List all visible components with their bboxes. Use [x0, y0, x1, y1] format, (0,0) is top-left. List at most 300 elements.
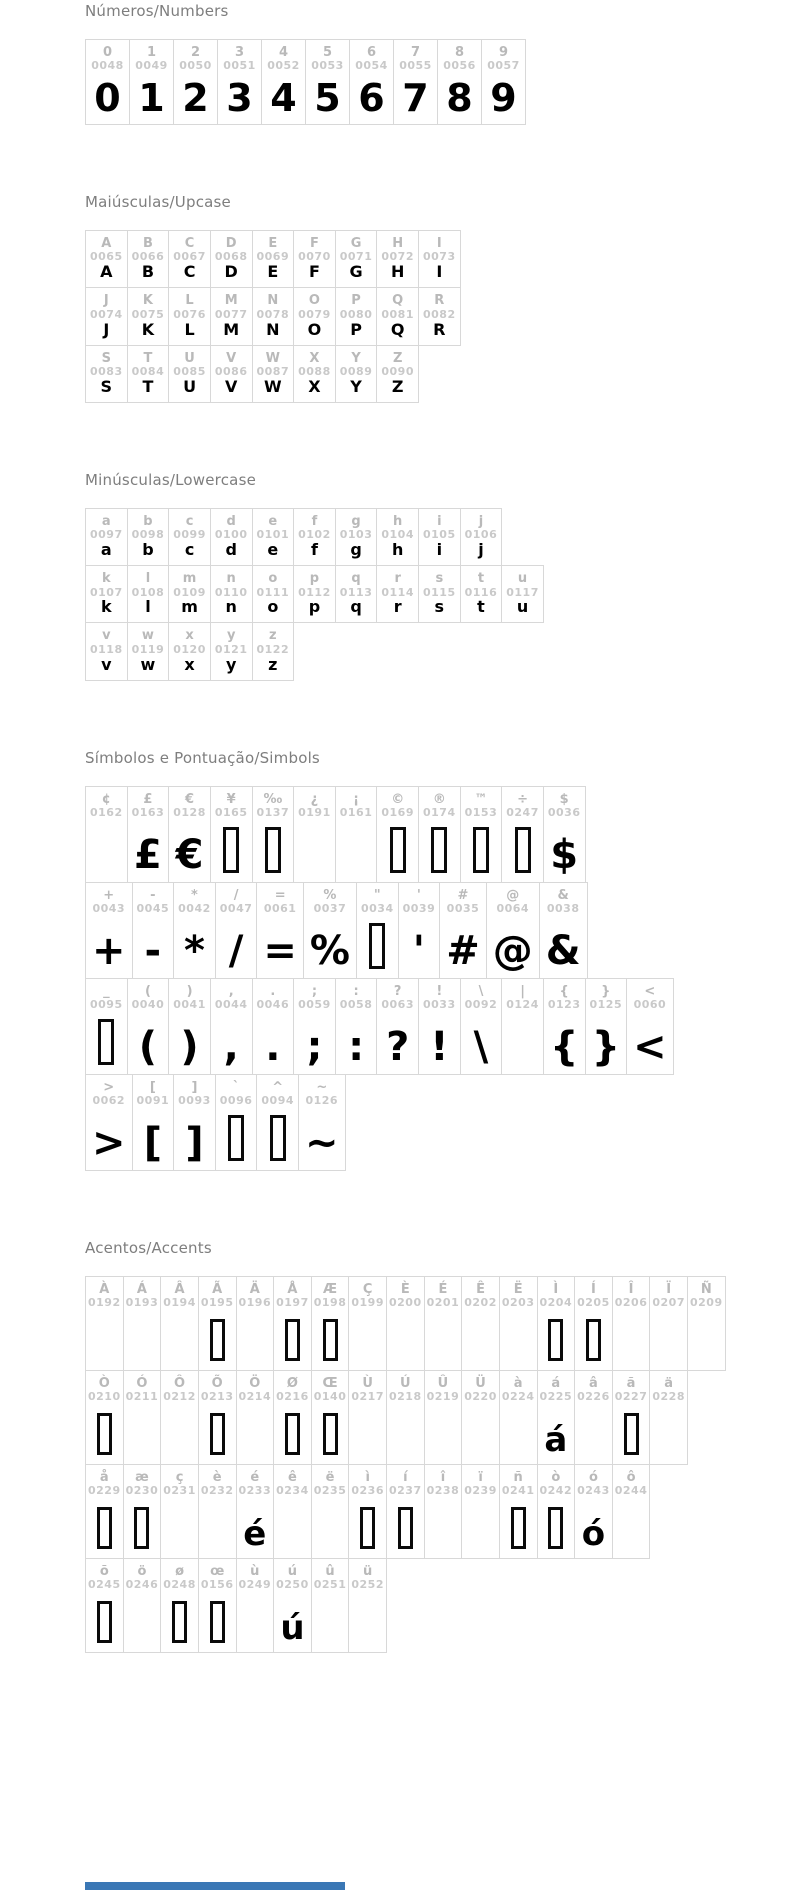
cell-code-label: 0034: [360, 902, 394, 916]
cell-code-label: 0087: [256, 364, 290, 378]
cell-char-label: f: [311, 513, 318, 529]
cell-char-label: y: [226, 628, 236, 644]
char-cell-0196: [236, 1276, 275, 1371]
cell-char-label: m: [182, 571, 197, 587]
cell-head: [173, 346, 206, 379]
cell-char-label: Ê: [476, 1281, 485, 1297]
cell-glyph: [253, 1404, 257, 1464]
cell-head: [351, 1371, 384, 1404]
cell-glyph: O: [307, 319, 322, 339]
cell-glyph: I: [436, 262, 443, 282]
cell-char-label: V: [226, 350, 237, 366]
cell-code-label: 0079: [298, 307, 331, 321]
cell-char-label: í: [403, 1469, 408, 1485]
missing-glyph-box: [390, 827, 406, 873]
cell-code-label: 0161: [339, 806, 373, 820]
char-cell-0074: [85, 287, 128, 345]
cell-head: [506, 566, 539, 599]
cell-code-label: 0239: [464, 1484, 497, 1498]
cell-head: [132, 231, 165, 264]
cell-glyph: (: [138, 1023, 158, 1070]
cell-char-label: J: [103, 293, 109, 309]
cell-code-label: 0218: [389, 1390, 422, 1404]
cell-head: [215, 566, 248, 599]
char-cell-0226: [574, 1370, 613, 1465]
cell-head: [90, 787, 123, 820]
cell-head: [464, 1371, 497, 1404]
cell-glyph: [140, 1310, 144, 1370]
cell-glyph: [479, 1310, 483, 1370]
cell-head: [92, 1075, 125, 1108]
cell-glyph: /: [228, 927, 244, 974]
cell-glyph: [132, 1498, 151, 1558]
cell-code-label: 0234: [276, 1484, 309, 1498]
char-cell-0238: [424, 1464, 463, 1559]
char-cell-0085: [168, 345, 211, 403]
char-cell-0050: [173, 39, 218, 125]
cell-glyph: y: [225, 654, 237, 674]
cell-head: [239, 1371, 272, 1404]
cell-head: [381, 566, 414, 599]
cell-char-label: Í: [591, 1281, 596, 1297]
cell-head: [423, 231, 456, 264]
cell-code-label: 0202: [464, 1296, 497, 1310]
cell-code-label: 0096: [219, 1094, 253, 1108]
cell-head: [220, 1075, 253, 1108]
cell-code-label: 0121: [214, 642, 248, 656]
cell-char-label: ô: [626, 1469, 636, 1485]
cell-head: [465, 566, 498, 599]
cell-head: [465, 509, 498, 542]
cell-glyph: C: [183, 262, 196, 282]
cell-head: [314, 1559, 347, 1592]
cell-char-label: g: [351, 513, 361, 529]
char-cell-0039: [398, 882, 441, 979]
cell-char-label: n: [226, 571, 236, 587]
cell-char-label: ÷: [517, 791, 529, 807]
cell-head: [215, 231, 248, 264]
cell-head: [314, 1465, 347, 1498]
char-cell-0203: [499, 1276, 538, 1371]
cell-glyph: [367, 916, 387, 978]
char-cell-0048: [85, 39, 130, 125]
cell-head: [132, 787, 165, 820]
cell-glyph: :: [348, 1023, 365, 1070]
cell-char-label: â: [589, 1375, 598, 1391]
cell-glyph: [283, 1310, 302, 1370]
cell-char-label: =: [274, 887, 286, 903]
cell-head: [547, 883, 580, 916]
cell-glyph: W: [263, 376, 282, 396]
cell-head: [298, 979, 331, 1012]
cell-char-label: ç: [175, 1469, 184, 1485]
cell-char-label: õ: [99, 1563, 109, 1579]
cell-head: [590, 979, 623, 1012]
cell-code-label: 0233: [238, 1484, 272, 1498]
cell-code-label: 0099: [173, 528, 206, 542]
cell-code-label: 0107: [90, 585, 123, 599]
cell-glyph: [629, 1498, 633, 1558]
cell-head: [90, 288, 123, 321]
cell-glyph: +: [92, 927, 126, 974]
char-cell-0038: [539, 882, 588, 979]
cell-glyph: 5: [314, 76, 341, 120]
cell-head: [90, 231, 123, 264]
cell-glyph: [366, 1310, 370, 1370]
cell-glyph: K: [141, 319, 155, 339]
cell-code-label: 0037: [313, 902, 347, 916]
cell-glyph: w: [140, 654, 156, 674]
cell-head: [298, 566, 331, 599]
glyph-table-sections: [85, 2, 800, 1653]
char-cell-0107: [85, 565, 128, 623]
char-cell-0075: [127, 287, 170, 345]
cell-char-label: ü: [363, 1563, 373, 1579]
cell-head: [298, 288, 331, 321]
cell-head: [132, 623, 165, 656]
cell-glyph: [95, 1592, 114, 1652]
cell-char-label: z: [269, 628, 277, 644]
char-cell-0071: [335, 230, 378, 288]
cell-char-label: Z: [392, 350, 403, 366]
char-cell-0162: [85, 786, 128, 883]
glyph-row: [85, 345, 419, 403]
cell-head: [257, 509, 290, 542]
cell-head: [257, 787, 290, 820]
char-cell-0202: [461, 1276, 500, 1371]
cell-char-label: c: [185, 513, 194, 529]
char-cell-0058: [335, 978, 378, 1075]
cell-head: [163, 1371, 196, 1404]
cell-char-label: G: [350, 236, 362, 251]
cell-glyph: [312, 820, 316, 882]
cell-head: [464, 1465, 497, 1498]
cell-code-label: 0082: [423, 307, 456, 321]
cell-glyph: {: [549, 1023, 579, 1070]
char-cell-0224: [499, 1370, 538, 1465]
cell-code-label: 0095: [90, 998, 123, 1012]
cell-code-label: 0140: [313, 1390, 347, 1404]
cell-glyph: [591, 1404, 595, 1464]
section-title-numbers: Números/Numbers: [85, 2, 229, 20]
char-cell-0117: [501, 565, 544, 623]
cell-head: [355, 40, 388, 73]
missing-glyph-box: [360, 1507, 375, 1549]
cell-glyph: [104, 820, 108, 882]
cell-code-label: 0043: [92, 902, 126, 916]
cell-char-label: Ù: [362, 1375, 373, 1391]
cell-code-label: 0051: [223, 59, 256, 73]
missing-glyph-box: [98, 1019, 114, 1065]
cell-char-label: ï: [478, 1469, 483, 1485]
cell-glyph: 8: [446, 76, 473, 120]
char-cell-0246: [123, 1558, 162, 1653]
cell-code-label: 0061: [263, 902, 297, 916]
missing-glyph-box: [624, 1413, 639, 1455]
cell-head: [502, 1371, 535, 1404]
char-cell-0092: [460, 978, 503, 1075]
char-cell-0055: [393, 39, 438, 125]
cell-head: [215, 623, 248, 656]
cell-glyph: [403, 1310, 407, 1370]
cell-head: [389, 1277, 422, 1310]
cell-glyph: [208, 1592, 227, 1652]
cell-code-label: 0090: [381, 364, 414, 378]
char-cell-0137: [252, 786, 295, 883]
missing-glyph-box: [285, 1319, 300, 1361]
cell-glyph: [96, 1012, 116, 1074]
cell-code-label: 0050: [179, 59, 212, 73]
cell-code-label: 0108: [131, 585, 165, 599]
char-cell-0236: [348, 1464, 387, 1559]
cell-code-label: 0195: [200, 1296, 234, 1310]
cell-glyph: X: [308, 376, 321, 396]
char-cell-0066: [127, 230, 170, 288]
cell-char-label: è: [212, 1469, 222, 1485]
cell-code-label: 0252: [351, 1578, 384, 1592]
cell-char-label: ]: [191, 1079, 198, 1095]
cell-code-label: 0126: [305, 1094, 339, 1108]
char-cell-0080: [335, 287, 378, 345]
cell-code-label: 0063: [381, 998, 414, 1012]
cell-head: [340, 566, 373, 599]
cell-code-label: 0070: [298, 250, 331, 264]
glyph-row: [85, 1074, 346, 1171]
char-cell-0068: [210, 230, 253, 288]
cell-code-label: 0119: [131, 642, 165, 656]
char-cell-0192: [85, 1276, 124, 1371]
cell-code-label: 0092: [464, 998, 498, 1012]
cell-glyph: V: [224, 376, 238, 396]
cell-code-label: 0162: [90, 806, 123, 820]
char-cell-0235: [311, 1464, 350, 1559]
cell-code-label: 0205: [577, 1296, 610, 1310]
missing-glyph-box: [172, 1601, 187, 1643]
cell-char-label: :: [353, 983, 359, 999]
char-cell-0161: [335, 786, 378, 883]
char-cell-0233: [236, 1464, 275, 1559]
cell-head: [465, 787, 498, 820]
cell-head: [381, 346, 414, 379]
cell-head: [90, 346, 123, 379]
cell-code-label: 0124: [506, 998, 539, 1012]
cell-glyph: [140, 1404, 144, 1464]
char-cell-0104: [376, 508, 419, 566]
cell-code-label: 0093: [178, 1094, 211, 1108]
char-cell-0214: [236, 1370, 275, 1465]
cell-code-label: 0246: [125, 1578, 159, 1592]
char-cell-0082: [418, 287, 461, 345]
cell-head: [427, 1465, 460, 1498]
cell-glyph: h: [391, 540, 404, 560]
cell-glyph: M: [223, 319, 240, 339]
char-cell-0126: [298, 1074, 346, 1171]
cell-glyph: g: [350, 540, 362, 560]
cell-glyph: £: [134, 831, 162, 878]
cell-glyph: f: [310, 540, 318, 560]
cell-char-label: 2: [190, 45, 201, 60]
cell-code-label: 0076: [173, 307, 206, 321]
char-cell-0036: [543, 786, 586, 883]
cell-head: [220, 883, 253, 916]
char-cell-0193: [123, 1276, 162, 1371]
cell-head: [264, 883, 297, 916]
cell-char-label: l: [145, 571, 151, 587]
cell-code-label: 0033: [423, 998, 456, 1012]
cell-head: [540, 1277, 573, 1310]
cell-head: [389, 1465, 422, 1498]
cell-head: [201, 1371, 234, 1404]
cell-head: [652, 1277, 685, 1310]
cell-head: [577, 1371, 610, 1404]
cell-glyph: ,: [223, 1023, 239, 1070]
char-cell-0089: [335, 345, 378, 403]
cell-code-label: 0084: [131, 364, 165, 378]
cell-char-label: O: [308, 293, 320, 309]
char-cell-0042: [173, 882, 216, 979]
cell-head: [132, 509, 165, 542]
cell-glyph: á: [544, 1419, 568, 1460]
cell-glyph: [366, 1404, 370, 1464]
cell-head: [267, 40, 300, 73]
cell-glyph: [268, 1108, 288, 1170]
char-cell-0093: [173, 1074, 216, 1171]
cell-code-label: 0041: [173, 998, 206, 1012]
glyph-row: [85, 1464, 650, 1559]
char-cell-0067: [168, 230, 211, 288]
cell-code-label: 0153: [464, 806, 498, 820]
cell-glyph: 2: [182, 76, 209, 120]
cell-glyph: !: [430, 1023, 449, 1070]
cell-code-label: 0156: [200, 1578, 234, 1592]
cell-glyph: z: [268, 654, 278, 674]
cell-char-label: -: [150, 887, 156, 903]
cell-head: [132, 288, 165, 321]
cell-code-label: 0049: [135, 59, 168, 73]
cell-code-label: 0219: [426, 1390, 460, 1404]
char-cell-0108: [127, 565, 170, 623]
char-cell-0057: [481, 39, 526, 125]
cell-char-label: |: [520, 983, 525, 999]
glyph-row: [85, 39, 526, 125]
cell-glyph: s: [434, 597, 445, 617]
cell-code-label: 0238: [426, 1484, 460, 1498]
char-cell-0197: [273, 1276, 312, 1371]
cell-code-label: 0231: [163, 1484, 196, 1498]
char-cell-0054: [349, 39, 394, 125]
glyph-row: [85, 1370, 688, 1465]
char-cell-0230: [123, 1464, 162, 1559]
char-cell-0250: [273, 1558, 312, 1653]
glyph-row: [85, 1276, 726, 1371]
cell-char-label: Ä: [249, 1281, 260, 1297]
cell-glyph: [253, 1310, 257, 1370]
char-cell-0206: [612, 1276, 651, 1371]
cell-glyph: [479, 1404, 483, 1464]
cell-char-label: p: [309, 571, 320, 587]
cell-char-label: K: [142, 293, 153, 309]
cell-code-label: 0214: [238, 1390, 272, 1404]
cell-char-label: È: [400, 1281, 410, 1297]
cell-glyph: 0: [94, 76, 121, 120]
cell-glyph: A: [100, 262, 113, 282]
cell-char-label: ): [186, 983, 193, 999]
cell-head: [690, 1277, 723, 1310]
cell-glyph: [429, 820, 449, 882]
cell-glyph: [396, 1498, 415, 1558]
cell-code-label: 0245: [88, 1578, 121, 1592]
cell-code-label: 0078: [256, 307, 290, 321]
cell-head: [276, 1277, 309, 1310]
missing-glyph-box: [134, 1507, 149, 1549]
glyph-row: [85, 786, 586, 883]
cell-glyph: F: [308, 262, 320, 282]
cell-glyph: [170, 1592, 189, 1652]
cell-char-label: Ï: [666, 1281, 672, 1297]
cell-code-label: 0094: [261, 1094, 295, 1108]
cell-head: [381, 288, 414, 321]
char-cell-0064: [486, 882, 540, 979]
cell-head: [340, 979, 373, 1012]
missing-glyph-box: [431, 827, 447, 873]
cell-head: [615, 1371, 648, 1404]
cell-head: [88, 1277, 121, 1310]
char-cell-0252: [348, 1558, 387, 1653]
cell-code-label: 0115: [423, 585, 456, 599]
cell-glyph: <: [633, 1023, 667, 1070]
cell-code-label: 0044: [214, 998, 248, 1012]
char-cell-0100: [210, 508, 253, 566]
cell-char-label: u: [517, 571, 528, 587]
cell-char-label: 4: [278, 45, 289, 60]
cell-code-label: 0102: [298, 528, 331, 542]
char-cell-0110: [210, 565, 253, 623]
char-cell-0083: [85, 345, 128, 403]
cell-head: [381, 979, 414, 1012]
cell-head: [577, 1465, 610, 1498]
cell-head: [88, 1559, 121, 1592]
cell-head: [423, 787, 456, 820]
cell-glyph: [226, 1108, 246, 1170]
cell-head: [314, 883, 347, 916]
cell-char-label: ~: [316, 1079, 328, 1095]
cell-glyph: d: [225, 540, 237, 560]
cell-code-label: 0227: [614, 1390, 648, 1404]
cell-glyph: t: [477, 597, 485, 617]
cell-code-label: 0066: [131, 250, 165, 264]
cell-glyph: H: [390, 262, 405, 282]
cell-head: [257, 346, 290, 379]
cell-code-label: 0247: [506, 806, 539, 820]
char-cell-0140: [311, 1370, 350, 1465]
cell-char-label: C: [184, 236, 195, 251]
cell-code-label: 0048: [91, 59, 124, 73]
char-cell-0123: [543, 978, 586, 1075]
missing-glyph-box: [548, 1507, 563, 1549]
char-cell-0239: [461, 1464, 500, 1559]
cell-glyph: [215, 1498, 219, 1558]
cell-head: [239, 1465, 272, 1498]
char-cell-0210: [85, 1370, 124, 1465]
char-cell-0241: [499, 1464, 538, 1559]
cell-char-label: Û: [437, 1375, 449, 1391]
cell-head: [91, 40, 124, 73]
cell-head: [257, 979, 290, 1012]
cell-code-label: 0077: [214, 307, 248, 321]
cell-head: [548, 979, 581, 1012]
cell-char-label: Ö: [249, 1375, 261, 1391]
cell-char-label: Y: [351, 350, 361, 366]
